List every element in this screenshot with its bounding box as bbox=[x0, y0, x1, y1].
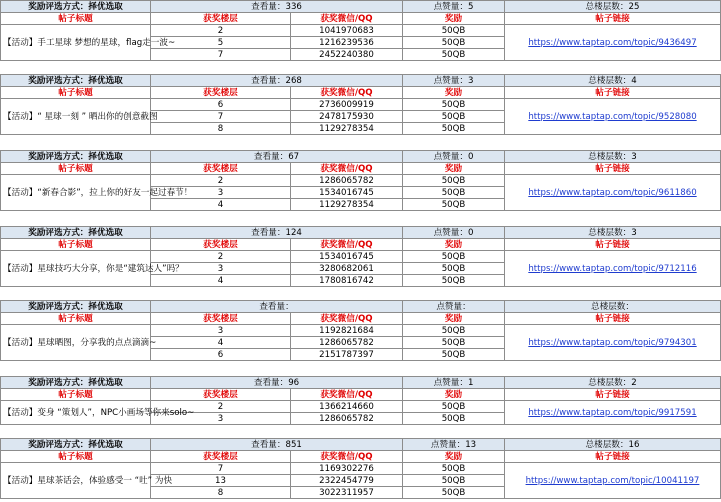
header-floor: 获奖楼层 bbox=[151, 389, 291, 401]
views-count: 查看量：336 bbox=[151, 1, 403, 13]
total-floors: 总楼层数：3 bbox=[505, 227, 721, 239]
total-floors: 总楼层数：3 bbox=[505, 151, 721, 163]
header-link: 帖子链接 bbox=[505, 451, 721, 463]
award-table bbox=[0, 300, 721, 361]
block-meta-row bbox=[1, 151, 721, 163]
post-link[interactable]: https://www.taptap.com/topic/9712116 bbox=[505, 251, 721, 287]
post-link[interactable]: https://www.taptap.com/topic/10041197 bbox=[505, 463, 721, 499]
header-contact: 获奖微信/QQ bbox=[291, 163, 403, 175]
award-reward: 50QB bbox=[403, 275, 505, 287]
header-contact: 获奖微信/QQ bbox=[291, 451, 403, 463]
post-link[interactable]: https://www.taptap.com/topic/9917591 bbox=[505, 401, 721, 425]
block-meta-row bbox=[1, 439, 721, 451]
award-reward: 50QB bbox=[403, 111, 505, 123]
header-title: 帖子标题 bbox=[1, 163, 151, 175]
header-floor: 获奖楼层 bbox=[151, 239, 291, 251]
block-meta-row bbox=[1, 377, 721, 389]
views-count: 查看量：67 bbox=[151, 151, 403, 163]
award-block bbox=[0, 300, 720, 361]
award-floor: 13 bbox=[151, 475, 291, 487]
post-title: 【活动】“新春合影”，拉上你的好友一起过春节！ bbox=[1, 175, 151, 211]
award-floor: 2 bbox=[151, 251, 291, 263]
table-row bbox=[1, 251, 721, 263]
header-title: 帖子标题 bbox=[1, 451, 151, 463]
award-table bbox=[0, 376, 721, 425]
award-reward: 50QB bbox=[403, 325, 505, 337]
likes-count: 点赞量：0 bbox=[403, 227, 505, 239]
header-title: 帖子标题 bbox=[1, 313, 151, 325]
award-floor: 8 bbox=[151, 123, 291, 135]
award-floor: 3 bbox=[151, 413, 291, 425]
award-contact: 1192821684 bbox=[291, 325, 403, 337]
award-block bbox=[0, 226, 720, 287]
award-reward: 50QB bbox=[403, 99, 505, 111]
award-contact: 1366214660 bbox=[291, 401, 403, 413]
block-meta-row bbox=[1, 301, 721, 313]
post-title: 【活动】星球晒图，分享我的点点滴滴~ bbox=[1, 325, 151, 361]
award-floor: 3 bbox=[151, 325, 291, 337]
award-reward: 50QB bbox=[403, 463, 505, 475]
total-floors: 总楼层数： bbox=[505, 301, 721, 313]
column-header-row bbox=[1, 163, 721, 175]
header-reward: 奖励 bbox=[403, 451, 505, 463]
award-contact: 1169302276 bbox=[291, 463, 403, 475]
award-floor: 7 bbox=[151, 111, 291, 123]
selection-method-label: 奖励评选方式：择优选取 bbox=[1, 439, 151, 451]
award-floor: 7 bbox=[151, 463, 291, 475]
header-title: 帖子标题 bbox=[1, 239, 151, 251]
header-reward: 奖励 bbox=[403, 13, 505, 25]
award-contact: 3280682061 bbox=[291, 263, 403, 275]
award-table bbox=[0, 74, 721, 135]
award-floor: 4 bbox=[151, 337, 291, 349]
award-reward: 50QB bbox=[403, 251, 505, 263]
award-contact: 1534016745 bbox=[291, 187, 403, 199]
award-floor: 2 bbox=[151, 175, 291, 187]
views-count: 查看量： bbox=[151, 301, 403, 313]
award-contact: 2322454779 bbox=[291, 475, 403, 487]
header-floor: 获奖楼层 bbox=[151, 13, 291, 25]
award-floor: 6 bbox=[151, 349, 291, 361]
likes-count: 点赞量： bbox=[403, 301, 505, 313]
block-meta-row bbox=[1, 75, 721, 87]
selection-method-label: 奖励评选方式：择优选取 bbox=[1, 377, 151, 389]
table-row bbox=[1, 99, 721, 111]
award-reward: 50QB bbox=[403, 475, 505, 487]
award-reward: 50QB bbox=[403, 487, 505, 499]
total-floors: 总楼层数：16 bbox=[505, 439, 721, 451]
header-contact: 获奖微信/QQ bbox=[291, 87, 403, 99]
award-reward: 50QB bbox=[403, 337, 505, 349]
award-contact: 1286065782 bbox=[291, 413, 403, 425]
award-reward: 50QB bbox=[403, 401, 505, 413]
header-contact: 获奖微信/QQ bbox=[291, 13, 403, 25]
award-contact: 1129278354 bbox=[291, 199, 403, 211]
header-title: 帖子标题 bbox=[1, 13, 151, 25]
post-title: 【活动】星球茶话会，体验感受一 “吐” 为快 bbox=[1, 463, 151, 499]
award-floor: 3 bbox=[151, 187, 291, 199]
views-count: 查看量：851 bbox=[151, 439, 403, 451]
post-link[interactable]: https://www.taptap.com/topic/9436497 bbox=[505, 25, 721, 61]
award-reward: 50QB bbox=[403, 349, 505, 361]
award-contact: 3022311957 bbox=[291, 487, 403, 499]
award-reward: 50QB bbox=[403, 37, 505, 49]
table-row bbox=[1, 401, 721, 413]
award-floor: 2 bbox=[151, 401, 291, 413]
header-reward: 奖励 bbox=[403, 87, 505, 99]
total-floors: 总楼层数：2 bbox=[505, 377, 721, 389]
post-title: 【活动】“ 星球一刻 ” 晒出你的创意截图 bbox=[1, 99, 151, 135]
views-count: 查看量：96 bbox=[151, 377, 403, 389]
post-title: 【活动】手工星球 梦想的星球，flag走一波~ bbox=[1, 25, 151, 61]
award-reward: 50QB bbox=[403, 49, 505, 61]
header-link: 帖子链接 bbox=[505, 13, 721, 25]
header-reward: 奖励 bbox=[403, 313, 505, 325]
column-header-row bbox=[1, 239, 721, 251]
table-row bbox=[1, 325, 721, 337]
post-link[interactable]: https://www.taptap.com/topic/9528080 bbox=[505, 99, 721, 135]
award-table bbox=[0, 438, 721, 499]
award-block bbox=[0, 376, 720, 425]
selection-method-label: 奖励评选方式：择优选取 bbox=[1, 151, 151, 163]
header-reward: 奖励 bbox=[403, 239, 505, 251]
likes-count: 点赞量：5 bbox=[403, 1, 505, 13]
table-row bbox=[1, 175, 721, 187]
award-floor: 3 bbox=[151, 263, 291, 275]
award-floor: 2 bbox=[151, 25, 291, 37]
award-table bbox=[0, 226, 721, 287]
award-reward: 50QB bbox=[403, 187, 505, 199]
views-count: 查看量：268 bbox=[151, 75, 403, 87]
likes-count: 点赞量：3 bbox=[403, 75, 505, 87]
header-title: 帖子标题 bbox=[1, 87, 151, 99]
award-reward: 50QB bbox=[403, 263, 505, 275]
header-floor: 获奖楼层 bbox=[151, 313, 291, 325]
post-title: 【活动】星球技巧大分享，你是“建筑达人”吗？ bbox=[1, 251, 151, 287]
award-block bbox=[0, 150, 720, 211]
award-contact: 1041970683 bbox=[291, 25, 403, 37]
selection-method-label: 奖励评选方式：择优选取 bbox=[1, 301, 151, 313]
header-floor: 获奖楼层 bbox=[151, 163, 291, 175]
award-contact: 1216239536 bbox=[291, 37, 403, 49]
views-count: 查看量：124 bbox=[151, 227, 403, 239]
header-floor: 获奖楼层 bbox=[151, 87, 291, 99]
award-contact: 2478175930 bbox=[291, 111, 403, 123]
award-floor: 7 bbox=[151, 49, 291, 61]
block-meta-row bbox=[1, 1, 721, 13]
header-contact: 获奖微信/QQ bbox=[291, 313, 403, 325]
header-contact: 获奖微信/QQ bbox=[291, 239, 403, 251]
award-floor: 8 bbox=[151, 487, 291, 499]
award-reward: 50QB bbox=[403, 175, 505, 187]
column-header-row bbox=[1, 451, 721, 463]
column-header-row bbox=[1, 87, 721, 99]
total-floors: 总楼层数：25 bbox=[505, 1, 721, 13]
selection-method-label: 奖励评选方式：择优选取 bbox=[1, 1, 151, 13]
award-floor: 6 bbox=[151, 99, 291, 111]
likes-count: 点赞量：1 bbox=[403, 377, 505, 389]
table-row bbox=[1, 25, 721, 37]
header-reward: 奖励 bbox=[403, 163, 505, 175]
header-floor: 获奖楼层 bbox=[151, 451, 291, 463]
award-contact: 2736009919 bbox=[291, 99, 403, 111]
column-header-row bbox=[1, 313, 721, 325]
award-block bbox=[0, 0, 720, 61]
award-table bbox=[0, 150, 721, 211]
award-floor: 5 bbox=[151, 37, 291, 49]
post-title: 【活动】变身 “策划人”，NPC小画场等你来solo~ bbox=[1, 401, 151, 425]
award-contact: 1286065782 bbox=[291, 337, 403, 349]
award-floor: 4 bbox=[151, 275, 291, 287]
header-link: 帖子链接 bbox=[505, 313, 721, 325]
award-reward: 50QB bbox=[403, 123, 505, 135]
award-table bbox=[0, 0, 721, 61]
award-reward: 50QB bbox=[403, 199, 505, 211]
header-link: 帖子链接 bbox=[505, 239, 721, 251]
award-reward: 50QB bbox=[403, 25, 505, 37]
likes-count: 点赞量：0 bbox=[403, 151, 505, 163]
award-contact: 1129278354 bbox=[291, 123, 403, 135]
award-block bbox=[0, 74, 720, 135]
column-header-row bbox=[1, 389, 721, 401]
award-reward: 50QB bbox=[403, 413, 505, 425]
header-link: 帖子链接 bbox=[505, 389, 721, 401]
header-link: 帖子链接 bbox=[505, 163, 721, 175]
award-floor: 4 bbox=[151, 199, 291, 211]
header-contact: 获奖微信/QQ bbox=[291, 389, 403, 401]
table-row bbox=[1, 463, 721, 475]
post-link[interactable]: https://www.taptap.com/topic/9794301 bbox=[505, 325, 721, 361]
header-link: 帖子链接 bbox=[505, 87, 721, 99]
award-block bbox=[0, 438, 720, 499]
award-contact: 1780816742 bbox=[291, 275, 403, 287]
award-contact: 1534016745 bbox=[291, 251, 403, 263]
header-title: 帖子标题 bbox=[1, 389, 151, 401]
header-reward: 奖励 bbox=[403, 389, 505, 401]
post-link[interactable]: https://www.taptap.com/topic/9611860 bbox=[505, 175, 721, 211]
selection-method-label: 奖励评选方式：择优选取 bbox=[1, 75, 151, 87]
column-header-row bbox=[1, 13, 721, 25]
award-contact: 2151787397 bbox=[291, 349, 403, 361]
block-meta-row bbox=[1, 227, 721, 239]
total-floors: 总楼层数：4 bbox=[505, 75, 721, 87]
likes-count: 点赞量：13 bbox=[403, 439, 505, 451]
selection-method-label: 奖励评选方式：择优选取 bbox=[1, 227, 151, 239]
award-contact: 1286065782 bbox=[291, 175, 403, 187]
award-contact: 2452240380 bbox=[291, 49, 403, 61]
